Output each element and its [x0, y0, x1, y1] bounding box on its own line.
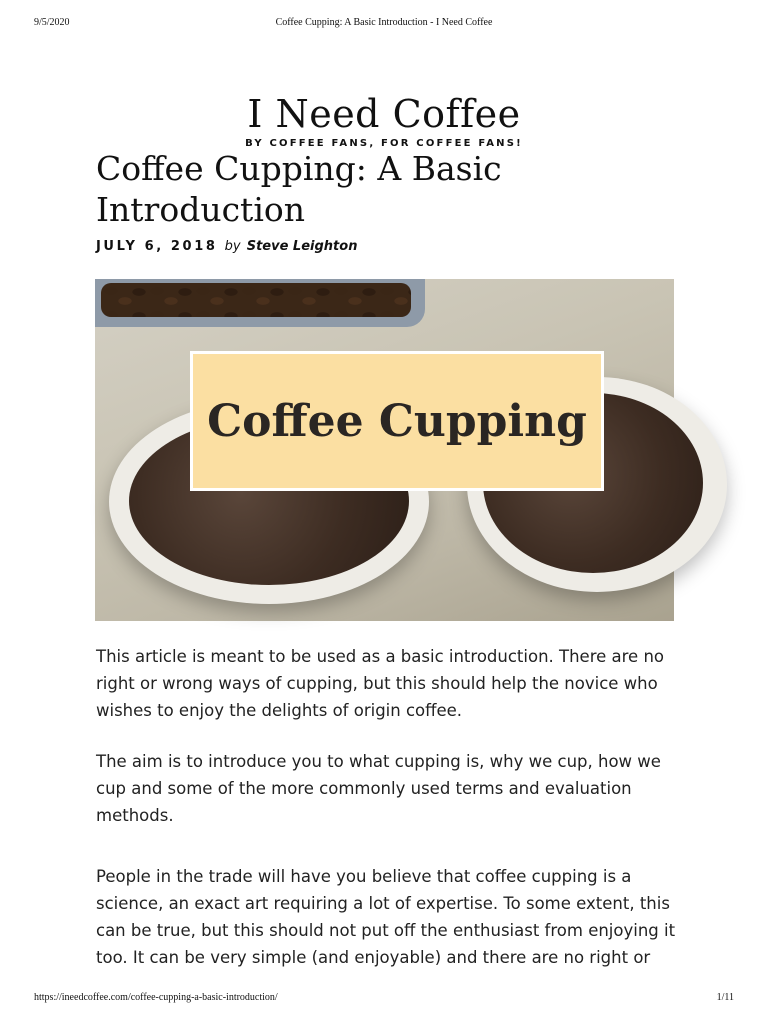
print-url: https://ineedcoffee.com/coffee-cupping-a-basic-introduction/ — [34, 992, 278, 1003]
print-document-title: Coffee Cupping: A Basic Introduction - I Need Coffee — [275, 17, 493, 28]
article-paragraph: This article is meant to be used as a basic introduction. There are no right or wrong ways of cupping, but this should help the novice who wishes to enjoy the delights of origin coffee. — [96, 647, 665, 720]
article-author-link[interactable]: Steve Leighton — [246, 239, 358, 254]
hero-label-text: Coffee Cupping — [207, 395, 587, 447]
hero-image — [95, 279, 674, 621]
hero-label-box — [190, 351, 604, 491]
print-page-number: 1/11 — [716, 992, 734, 1003]
coffee-beans — [101, 283, 411, 317]
print-date: 9/5/2020 — [34, 17, 70, 28]
site-tagline: BY COFFEE FANS, FOR COFFEE FANS! — [245, 138, 523, 149]
article-byline — [96, 239, 357, 254]
print-header — [34, 17, 734, 31]
byline-by: by — [224, 239, 241, 254]
article-paragraph: People in the trade will have you believe that coffee cupping is a science, an exact art requiring a lot of expertise. To some extent, this can be true, but this should not put off the enthusiast from enjoying it too. It can be very simple (and enjoyable) and there are no right or — [96, 867, 676, 967]
article-title: Coffee Cupping: A Basic Introduction — [96, 149, 502, 229]
print-footer — [34, 992, 734, 1006]
article-date[interactable]: JULY 6, 2018 — [96, 239, 218, 254]
bean-tray — [95, 279, 425, 327]
article-paragraph: The aim is to introduce you to what cupping is, why we cup, how we cup and some of the more commonly used terms and evaluation methods. — [96, 752, 661, 825]
site-title[interactable]: I Need Coffee — [247, 92, 521, 136]
